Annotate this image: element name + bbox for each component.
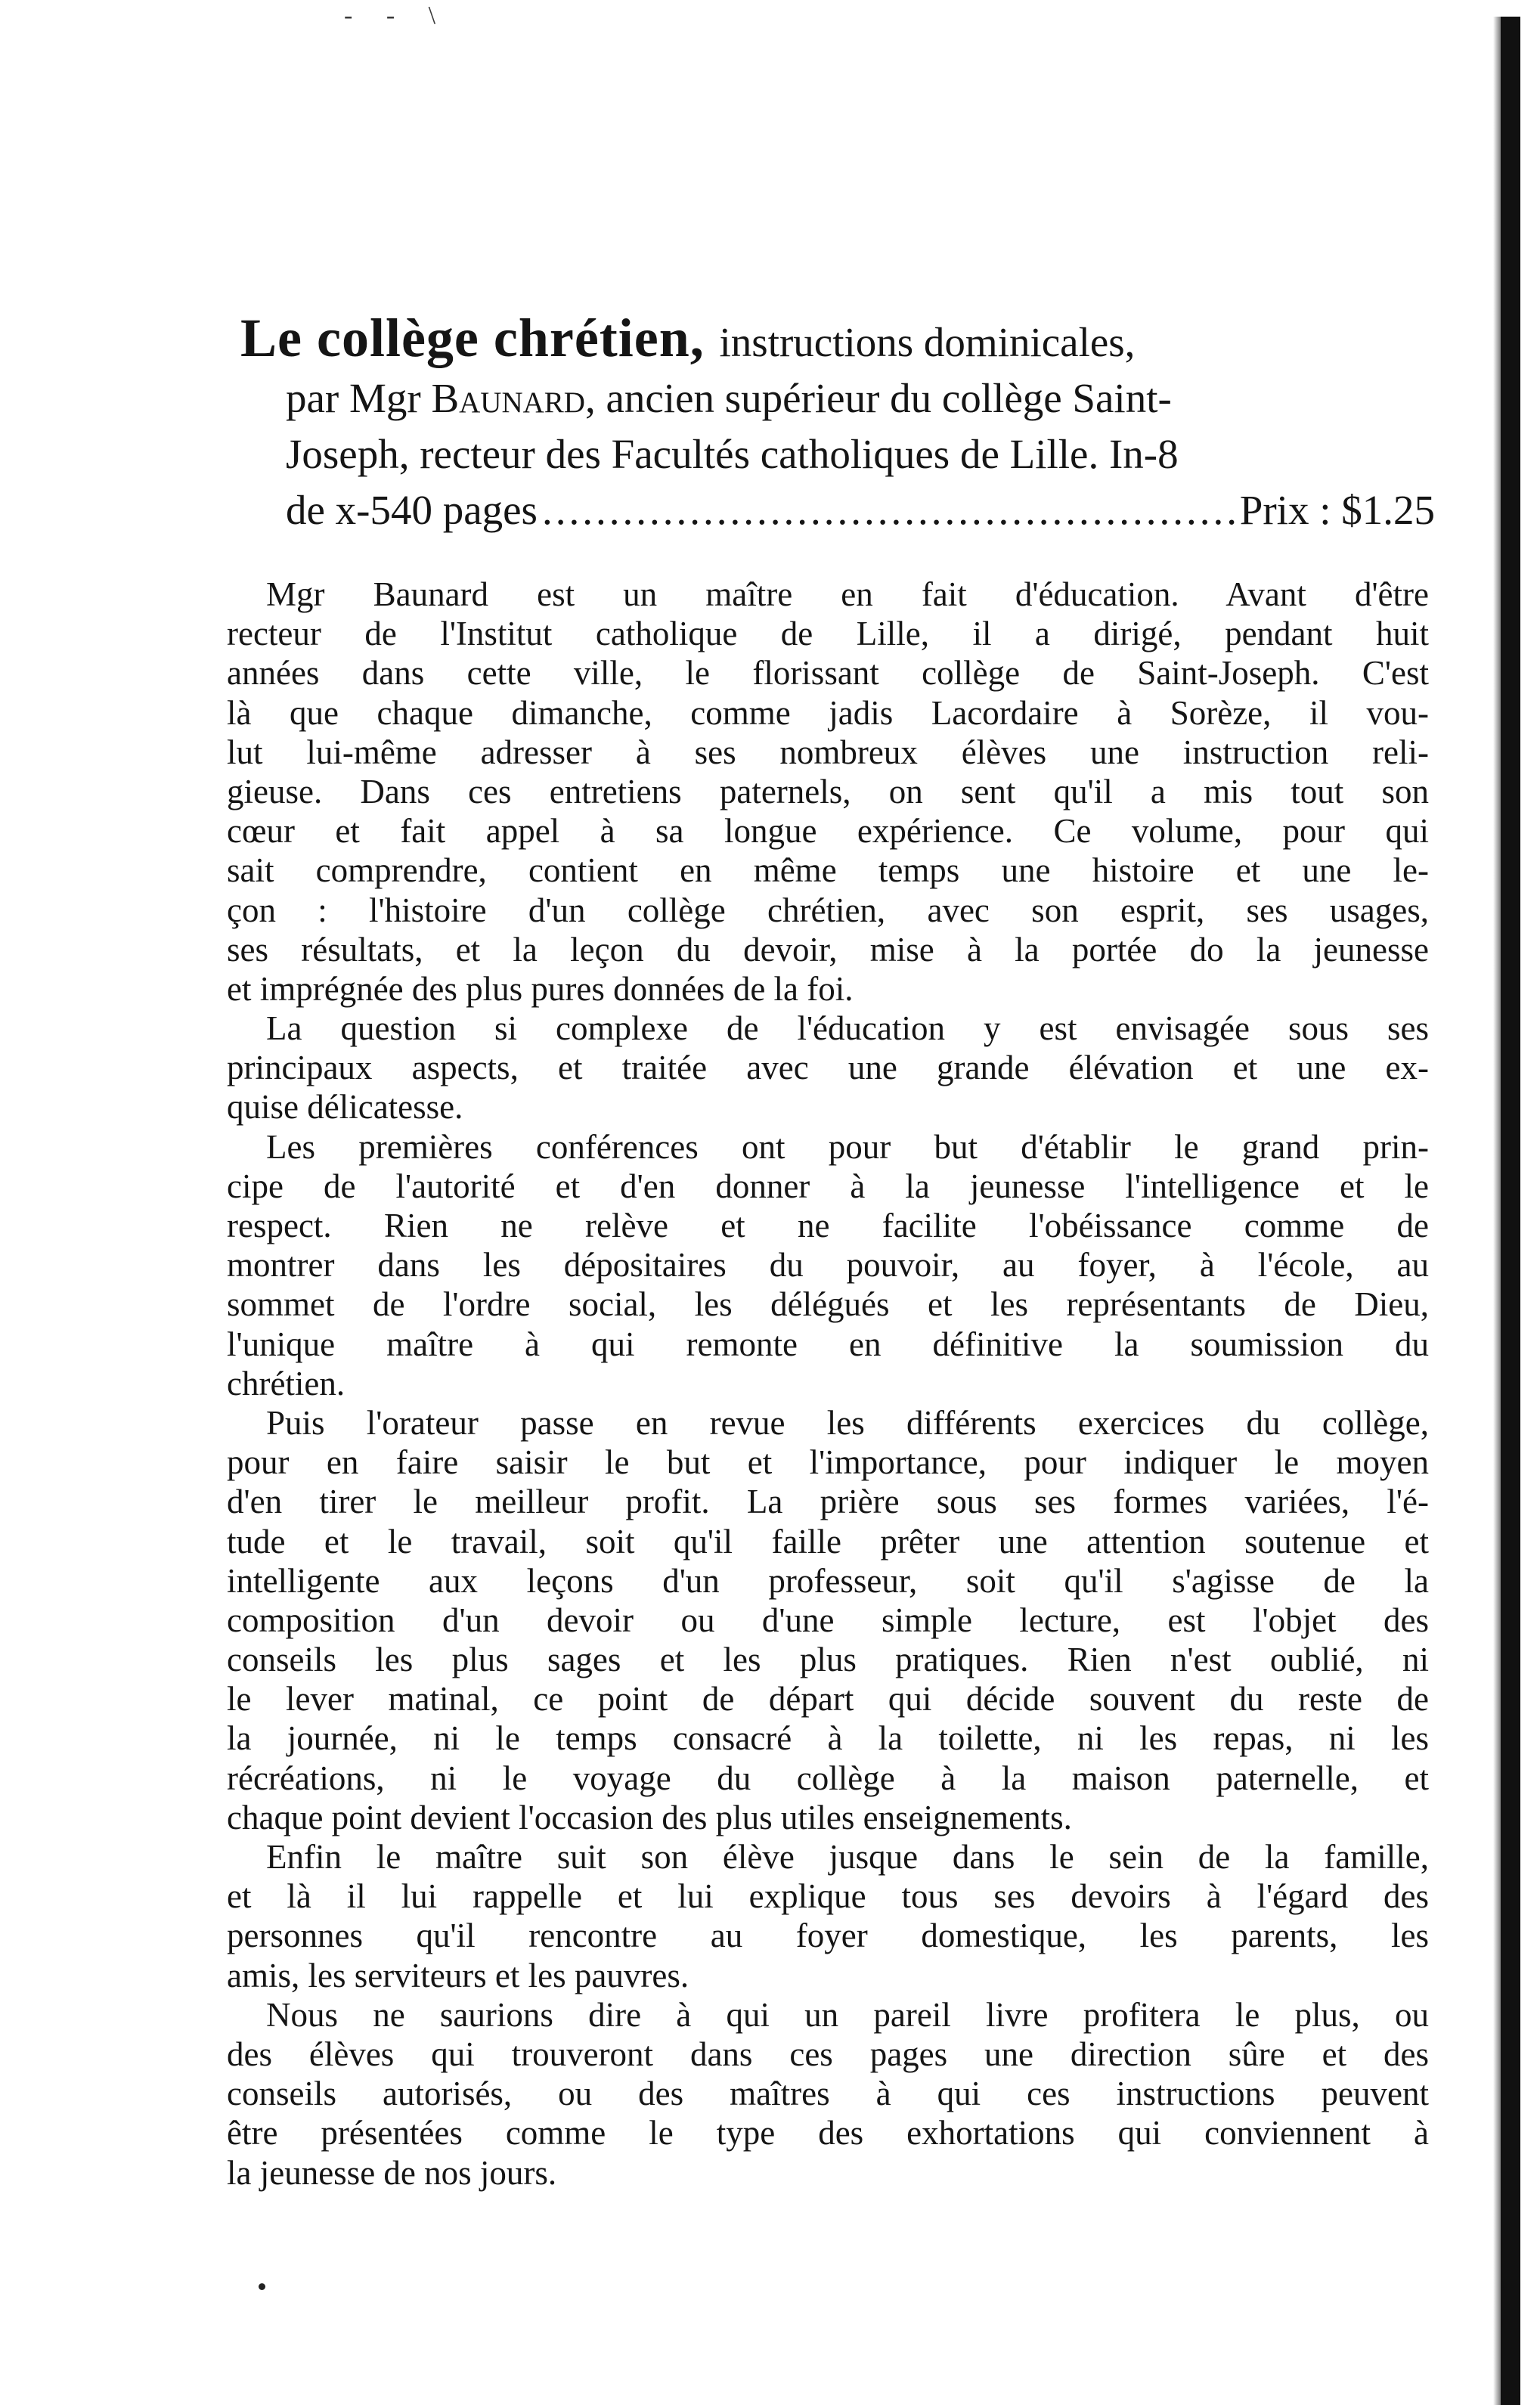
entry-line-3: Joseph, recteur des Facultés catholiques de Lille. In-8 [286,431,1179,477]
review-line: conseils les plus sages et les plus pratiques. Rien n'est oublié, ni [227,1641,1429,1679]
book-entry [240,310,1435,538]
review-line: pour en faire saisir le but et l'importance, pour indiquer le moyen [227,1443,1429,1482]
review-line: tude et le travail, soit qu'il faille prêter une attention soutenue et [227,1522,1429,1560]
review-line: des élèves qui trouveront dans ces pages une direction sûre et des [227,2035,1429,2073]
scan-dust-mark [259,2283,265,2290]
review-line: là que chaque dimanche, comme jadis Lacordaire à Sorèze, il vou- [227,693,1429,732]
review-line: La question si complexe de l'éducation y est envisagée sous ses [266,1009,1429,1048]
review-line: la journée, ni le temps consacré à la toilette, ni les repas, ni les [227,1719,1429,1758]
review-line: respect. Rien ne relève et ne facilite l'obéissance comme de [227,1207,1429,1244]
review-line: composition d'un devoir ou d'une simple lecture, est l'objet des [227,1601,1429,1639]
page-count: de x-540 pages [286,487,538,533]
review-line: l'unique maître à qui remonte en définitive la soumission du [227,1325,1429,1363]
entry-line-2 [240,370,1435,426]
review-line: conseils autorisés, ou des maîtres à qui ces instructions peuvent [227,2075,1429,2113]
review-line: et là il lui rappelle et lui explique tous ses devoirs à l'égard des [227,1877,1429,1916]
review-line: intelligente aux leçons d'un professeur, soit qu'il s'agisse de la [227,1561,1429,1600]
review-line: çon : l'histoire d'un collège chrétien, avec son esprit, ses usages, [227,891,1429,929]
review-line: et imprégnée des plus pures données de la foi. [227,969,854,1008]
review-line: sommet de l'ordre social, les délégués et les représentants de Dieu, [227,1285,1429,1324]
review-line: récréations, ni le voyage du collège à la maison paternelle, et [227,1759,1429,1797]
review-line: années dans cette ville, le florissant collège de Saint-Joseph. C'est [227,654,1429,693]
book-title: Le collège chrétien, [240,308,705,368]
review-line: quise délicatesse. [227,1088,463,1127]
review-line: principaux aspects, et traitée avec une grande élévation et une ex- [227,1049,1429,1087]
review-line: d'en tirer le meilleur profit. La prière sous ses formes variées, l'é- [227,1483,1429,1521]
review-line: Nous ne saurions dire à qui un pareil livre profitera le plus, ou [266,1995,1429,2034]
review-line: cœur et fait appel à sa longue expérience. Ce volume, pour qui [227,812,1429,851]
review-line: être présentées comme le type des exhortations qui conviennent à [227,2114,1429,2152]
review-line: chrétien. [227,1364,345,1402]
review-line: amis, les serviteurs et les pauvres. [227,1956,689,1994]
review-text [227,575,1429,2193]
review-line: montrer dans les dépositaires du pouvoir, au foyer, à l'école, au [227,1246,1429,1285]
scan-header-marks: - - \ [344,2,450,29]
book-price: Prix : $1.25 [1239,487,1435,533]
author-name: Baunard [431,375,585,421]
author-prefix: par Mgr [286,375,421,421]
review-line: ses résultats, et la leçon du devoir, mise à la portée do la jeunesse [227,930,1429,969]
review-line: recteur de l'Institut catholique de Lille, il a dirigé, pendant huit [227,615,1429,653]
entry-line-1 [240,310,1435,370]
author-description: , ancien supérieur du collège Saint- [584,375,1172,421]
review-line: personnes qu'il rencontre au foyer domestique, les parents, les [227,1917,1429,1955]
review-line: lut lui-même adresser à ses nombreux élèves une instruction reli- [227,733,1429,771]
review-line: chaque point devient l'occasion des plus utiles enseignements. [227,1798,1072,1836]
entry-line-4 [240,482,1435,538]
dot-leader [542,482,1235,538]
review-line: Puis l'orateur passe en revue les différents exercices du collège, [266,1403,1429,1442]
review-line: Mgr Baunard est un maître en fait d'éducation. Avant d'être [266,575,1429,613]
review-line: sait comprendre, contient en même temps une histoire et une le- [227,851,1429,890]
book-subtitle: instructions dominicales, [719,319,1136,365]
review-line: le lever matinal, ce point de départ qui décide souvent du reste de [227,1680,1429,1719]
review-line: gieuse. Dans ces entretiens paternels, on sent qu'il a mis tout son [227,772,1429,810]
review-line: Les premières conférences ont pour but d'établir le grand prin- [266,1127,1429,1166]
review-line: cipe de l'autorité et d'en donner à la jeunesse l'intelligence et le [227,1167,1429,1205]
scan-page-edge [1501,17,1520,2405]
review-line: Enfin le maître suit son élève jusque dans le sein de la famille, [266,1838,1429,1876]
review-line: la jeunesse de nos jours. [227,2153,557,2192]
